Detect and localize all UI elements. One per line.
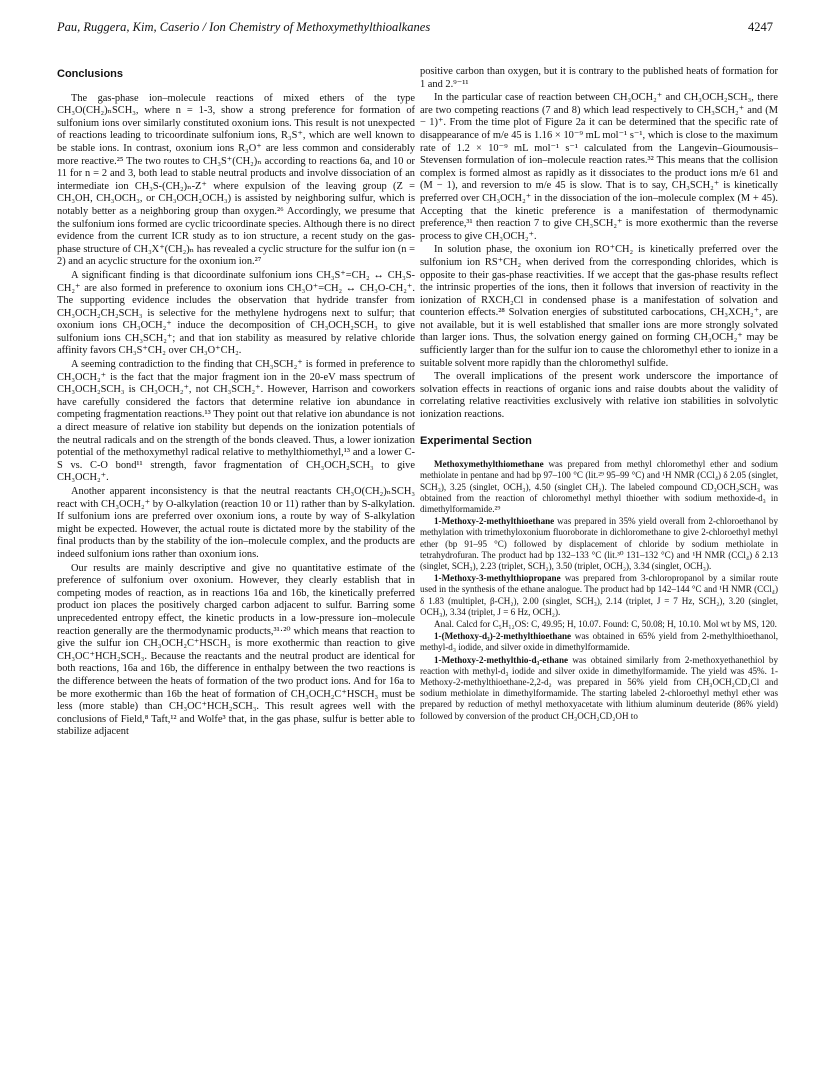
page-number: 4247 xyxy=(748,20,773,34)
paragraph: A significant finding is that dicoordinate sulfonium ions CH₃S⁺=CH₂ ↔ CH₃S-CH₂⁺ are also formed in preference to oxonium ions CH₃O⁺=CH₂ ↔ CH₃O-CH₂⁺. The supporting evidence includes the observation that hydride transfer from CH₃OCH₂CH₂SCH₃ is selective for the methylene hydrogens next to sulfur; that oxonium ions CH₃OCH₂⁺ induce the decomposition of CH₃OCH₂SCH₃ to give sulfonium ions CH₃SCH₂⁺; and that ion stability as measured by relative chloride affinity favors CH₃S⁺CH₂ over CH₃O⁺CH₂. xyxy=(57,269,415,357)
compound-name: 1-Methoxy-2-methylthio-d₃-ethane xyxy=(434,654,569,665)
paragraph: In solution phase, the oxonium ion RO⁺CH₂ is kinetically preferred over the sulfonium ion RS⁺CH₂ when derived from the corresponding chlorides, which is opposite to their gas-phase reactivities. If we accept that the gas-phase results reflect the intrinsic properties of the ions, then it follows that inversion of reactivity in the ionization of RXCH₂Cl in condensed phase is a manifestation of solvation and counterion effects.²⁸ Solvation energies of substituted carbocations, CH₃XCH₂⁺, are not available, but it is well established that smaller ions are more strongly solvated than larger ions. Thus, the solvation energy gained on forming CH₃OCH₂⁺ may be sufficiently larger than for the sulfur ion to cause the chloromethyl ether to ionize in a suitable solvent more rapidly than the chloromethyl sulfide. xyxy=(420,244,778,369)
experimental-entry xyxy=(420,655,778,722)
conclusions-heading: Conclusions xyxy=(57,68,124,80)
right-column xyxy=(420,66,778,723)
experimental-entry xyxy=(420,516,778,572)
entry-text: was prepared in 35% yield overall from 2-chloroethanol by methylation with trimethyloxonium fluoroborate in dichloromethane to give 2-chloroethyl methyl ether (bp 91–95 °C) followed by displacement of chloride by sodium methiolate in tetrahydrofuran. The product had bp 132–133 °C (lit.³⁰ 131–132 °C) and ¹H NMR (CCl₄) δ 2.13 (singlet, SCH₃), 2.23 (triplet, SCH₂), 3.50 (triplet, OCH₂), 3.34 (singlet, OCH₃). xyxy=(420,516,778,572)
paragraph: Our results are mainly descriptive and give no quantitative estimate of the preference of sulfonium over oxonium. However, they clearly establish that in competing modes of reaction, as in reactions 16a and 16b, the kinetically preferred product ion places the positively charged carbon adjacent to sulfur. Barring some unprecedented entropy effect, the kinetic products in a low-pressure ion–molecule reaction generally are the thermodynamic products,³¹·²⁰ which means that reaction to give the sulfur ion CH₃OCH₂C⁺HSCH₃ is more exothermic than reaction to give CH₃OC⁺HCH₂SCH₃. Because the reactants and the neutral product are identical for both reactions, 16a and 16b, the difference in enthalpy between the two reactions is the difference between the heats of formation of the two product ions. And for 16a to be more exothermic than 16b the heat of formation of CH₃OCH₂C⁺HSCH₃ must be less (more stable) than CH₃OC⁺HCH₂SCH₃. This result agrees well with the conclusions of Field,⁸ Taft,¹² and Wolfe³ that, in the gas phase, sulfur is better able to stabilize adjacent xyxy=(57,562,415,738)
entry-text: was prepared from 3-chloropropanol by a similar route used in the synthesis of the ethane analogue. The product had bp 142–144 °C and ¹H NMR (CCl₄) δ 1.83 (multiplet, β-CH₂), 2.00 (singlet, SCH₃), 2.14 (triplet, J = 7 Hz, SCH₂), 3.20 (singlet, OCH₃), 3.34 (triplet, J = 6 Hz, OCH₂). xyxy=(420,573,778,617)
paragraph: In the particular case of reaction between CH₃OCH₂⁺ and CH₃OCH₂SCH₃, there are two competing reactions (7 and 8) which lead respectively to CH₃SCH₂⁺ and (M − 1)⁺. From the time plot of Figure 2a it can be determined that the specific rate of disappearance of m/e 45 is 1.16 × 10⁻⁹ mL mol⁻¹ s⁻¹, which is close to the maximum rate of 1.2 × 10⁻⁹ mL mol⁻¹ s⁻¹ calculated from the Langevin–Gioumousis–Stevensen formulation of ion–molecule reaction rates.³² This means that the collision complex is formed almost as rapidly as it dissociates to the product ions m/e 61 and (M − 1), and reversion to m/e 45 is slow. That is to say, CH₃SCH₂⁺ is kinetically preferred over CH₃OCH₂⁺ in the dissociation of the ion–molecule complex (M + 45). Accepting that the kinetic preference is a manifestation of thermodynamic preference,³¹ then reaction 7 to give CH₃SCH₂⁺ is more exothermic than the reverse process to give CH₃OCH₂⁺. xyxy=(420,92,778,242)
running-head: Pau, Ruggera, Kim, Caserio / Ion Chemistry of Methoxymethylthioalkanes xyxy=(57,20,431,34)
compound-name: 1-Methoxy-2-methylthioethane xyxy=(434,516,555,527)
paragraph: The gas-phase ion–molecule reactions of mixed ethers of the type CH₃O(CH₂)ₙSCH₃, where n = 1-3, show a strong preference for formation of sulfonium ions over similarly constituted oxonium ions. This result is not unexpected of reactions leading to tricoordinate sulfonium ions, R₃S⁺, which are well known to be stable ions. In contrast, oxonium ions R₃O⁺ are less common and considerably more reactive.²⁵ The two routes to CH₃S⁺(CH₂)ₙ according to reactions 6a, and 10 or 11 for n = 2 and 3, both lead to stable neutral products and involve dissociation of an intermediate ion CH₃S-(CH₂)ₙ-Z⁺ where expulsion of the leaving group (Z = CH₃OH, CH₃OCH₃, or CH₃OCH₂OCH₃) is assisted by neighboring sulfur, which is notably better as a neighboring group than oxygen.²⁶ Accordingly, we presume that the sulfonium ions formed are cyclic tricoordinate species. Although there is no direct evidence from the current ICR study as to ion structure, a recent study on the gas-phase structure of CH₃X⁺(CH₂)ₙ has revealed a cyclic structure for the sulfur ion (n = 2) and an acyclic structure for the oxonium ion.²⁷ xyxy=(57,92,415,268)
experimental-entry xyxy=(420,631,778,653)
entry-text: was obtained in 65% yield from 2-methylthioethanol, methyl-d₃ iodide, and silver oxide in dimethylformamide. xyxy=(420,631,778,653)
compound-name: 1-Methoxy-3-methylthiopropane xyxy=(434,573,561,584)
experimental-entry xyxy=(420,573,778,618)
paragraph: Another apparent inconsistency is that the neutral reactants CH₃O(CH₂)ₙSCH₃ react with CH₃OCH₂⁺ by O-alkylation (reaction 10 or 11) rather than by S-alkylation. If sulfonium ions are preferred over oxonium ions, a route by way of S-alkylation might be expected. However, the actual route is dictated more by the stability of the final products than by the stability of the ion–molecule complex, and the products are indeed sulfonium ions rather than oxonium ions. xyxy=(57,486,415,560)
experimental-entry xyxy=(420,459,778,515)
experimental-entry xyxy=(420,619,778,630)
entry-text: Anal. Calcd for C₅H₁₂OS: C, 49.95; H, 10.07. Found: C, 50.08; H, 10.10. Mol wt by MS, 120. xyxy=(434,619,777,630)
entry-text: was prepared from methyl chloromethyl ether and sodium methiolate in pentane and had bp 97–100 °C (lit.²⁹ 95–99 °C) and ¹H NMR (CCl₄) δ 2.05 (singlet, SCH₃), 3.25 (singlet, OCH₃), 4.50 (singlet CH₂). The labeled compound CD₃OCH₂SCH₃ was obtained from the reaction of chloromethyl methyl thioether with sodium methoxide-d₃ in dimethylformamide.²⁹ xyxy=(420,459,778,515)
experimental-heading: Experimental Section xyxy=(420,434,532,447)
paragraph: A seeming contradiction to the finding that CH₃SCH₂⁺ is formed in preference to CH₃OCH₂⁺ is the fact that the major fragment ion in the 20-eV mass spectrum of CH₃OCH₂SCH₃ is CH₃OCH₂⁺, not CH₃SCH₂⁺. However, Harrison and coworkers have carefully considered the factors that determine relative ion abundance in competing fragmentation reactions.¹³ They point out that relative ion abundance is not a direct measure of relative ion stability but depends on the ionization potentials of the neutral radicals and on the strength of the bonds cleaved. Thus, a lower ionization potential of the methoxymethyl radical relative to methylthiomethyl,¹³ and a lower C-S vs. C-O bond¹¹ strength, favor fragmentation of CH₃OCH₂SCH₃ to give CH₃OCH₂⁺. xyxy=(57,359,415,484)
entry-text: was obtained similarly from 2-methoxyethanethiol by reaction with methyl-d₃ iodide and silver oxide in dimethylformamide. The yield was 45%. 1-Methoxy-2-methylthioethane-2,2-d₂ was prepared in 56% yield from CH₃OCH₂CD₂Cl and sodium methiolate in dimethylformamide. The starting labeled 2-chloroethyl methyl ether was prepared by reduction of methyl methoxyacetate with lithium aluminum deuteride (86% yield) followed by conversion of the product CH₃OCH₂CD₂OH to xyxy=(420,654,778,721)
page-header xyxy=(57,20,773,42)
compound-name: 1-(Methoxy-d₃)-2-methylthioethane xyxy=(434,631,572,642)
left-column xyxy=(57,66,415,740)
paragraph-continued: positive carbon than oxygen, but it is contrary to the published heats of formation for 1 and 2.⁹⁻¹¹ xyxy=(420,66,778,90)
compound-name: Methoxymethylthiomethane xyxy=(434,459,544,470)
paragraph: The overall implications of the present work underscore the importance of solvation effects in reactions of organic ions and raise doubts about the validity of correlating relative reactivities exclusively with relative ion stabilities in solvolytic ionization reactions. xyxy=(420,371,778,421)
